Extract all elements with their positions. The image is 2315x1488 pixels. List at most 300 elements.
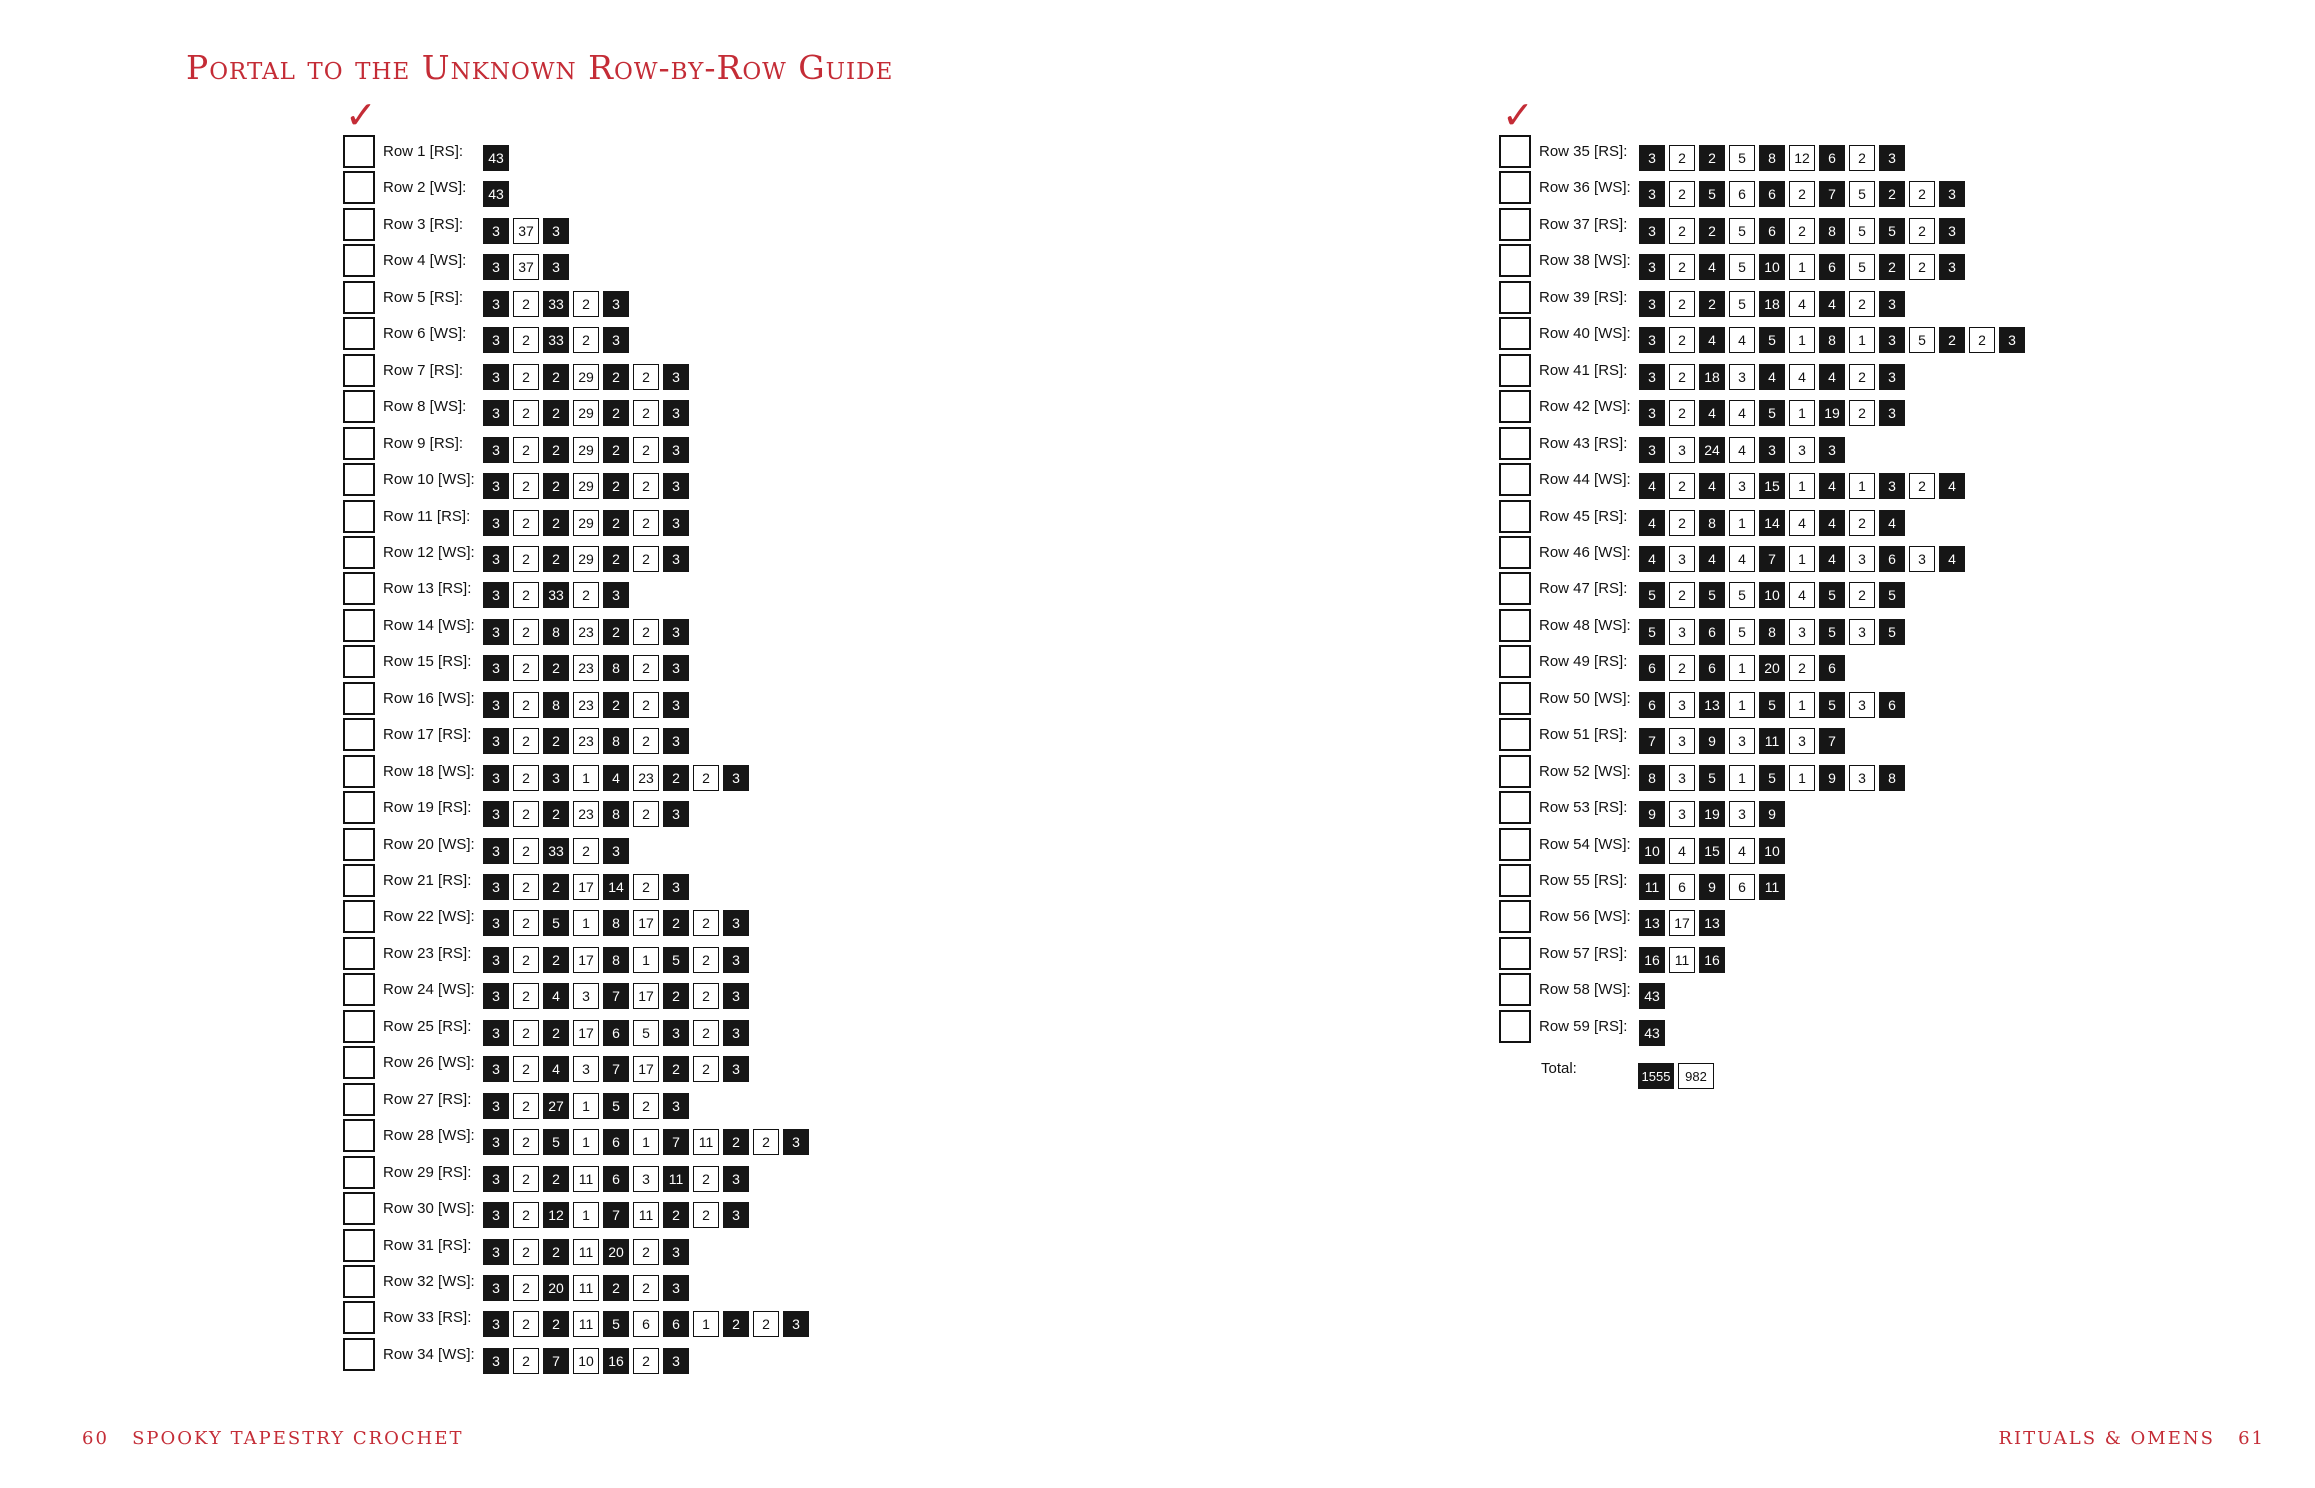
row-label: Row 15 [RS]: <box>383 653 472 670</box>
dark-stitch-count: 5 <box>1819 619 1845 645</box>
stitch-count-list <box>483 619 693 645</box>
light-stitch-count: 2 <box>513 1239 539 1265</box>
dark-stitch-count: 3 <box>483 1275 509 1301</box>
light-stitch-count: 2 <box>633 1275 659 1301</box>
dark-stitch-count: 3 <box>483 655 509 681</box>
light-stitch-count: 2 <box>1669 473 1695 499</box>
dark-stitch-count: 7 <box>1759 546 1785 572</box>
dark-stitch-count: 3 <box>663 801 689 827</box>
dark-stitch-count: 5 <box>543 910 569 936</box>
stitch-count-list <box>1639 181 1969 207</box>
dark-stitch-count: 3 <box>603 838 629 864</box>
row-checkbox[interactable] <box>343 900 375 933</box>
dark-stitch-count: 6 <box>1759 218 1785 244</box>
stitch-count-list <box>1639 1020 1669 1046</box>
light-stitch-count: 2 <box>513 546 539 572</box>
light-stitch-count: 4 <box>1729 838 1755 864</box>
dark-stitch-count: 3 <box>483 327 509 353</box>
dark-stitch-count: 13 <box>1639 910 1665 936</box>
row-checkbox[interactable] <box>343 1192 375 1225</box>
stitch-count-list <box>483 801 693 827</box>
row-checkbox[interactable] <box>343 536 375 569</box>
light-stitch-count: 29 <box>573 364 599 390</box>
light-stitch-count: 1 <box>1789 692 1815 718</box>
dark-stitch-count: 3 <box>663 728 689 754</box>
stitch-count-list <box>1639 619 1909 645</box>
dark-stitch-count: 3 <box>483 1129 509 1155</box>
light-stitch-count: 5 <box>1729 619 1755 645</box>
dark-stitch-count: 2 <box>603 510 629 536</box>
light-stitch-count: 2 <box>693 910 719 936</box>
stitch-count-list <box>483 1348 693 1374</box>
stitch-count-list <box>483 181 513 207</box>
dark-stitch-count: 2 <box>543 874 569 900</box>
stitch-count-list <box>483 874 693 900</box>
light-stitch-count: 2 <box>1849 364 1875 390</box>
dark-stitch-count: 19 <box>1699 801 1725 827</box>
dark-stitch-count: 2 <box>543 364 569 390</box>
row-label: Row 33 [RS]: <box>383 1309 472 1326</box>
dark-stitch-count: 6 <box>1699 619 1725 645</box>
light-stitch-count: 2 <box>1849 291 1875 317</box>
row-checkbox[interactable] <box>343 463 375 496</box>
row-checkbox[interactable] <box>343 1338 375 1371</box>
row-checkbox[interactable] <box>1499 682 1531 715</box>
light-stitch-count: 3 <box>1669 619 1695 645</box>
light-stitch-count: 2 <box>1849 145 1875 171</box>
footer-right <box>1998 1428 2265 1449</box>
dark-stitch-count: 3 <box>483 728 509 754</box>
stitch-count-list <box>483 1239 693 1265</box>
row-checkbox[interactable] <box>1499 791 1531 824</box>
row-checkbox[interactable] <box>343 208 375 241</box>
dark-stitch-count: 43 <box>1639 983 1665 1009</box>
row-label: Row 27 [RS]: <box>383 1091 472 1108</box>
row-checkbox[interactable] <box>1499 244 1531 277</box>
dark-stitch-count: 4 <box>603 765 629 791</box>
light-stitch-count: 2 <box>693 765 719 791</box>
dark-stitch-count: 3 <box>663 655 689 681</box>
row-checkbox[interactable] <box>343 390 375 423</box>
light-stitch-count: 2 <box>633 1239 659 1265</box>
dark-stitch-count: 20 <box>1759 655 1785 681</box>
light-stitch-count: 4 <box>1729 400 1755 426</box>
dark-stitch-count: 20 <box>603 1239 629 1265</box>
dark-stitch-count: 2 <box>543 400 569 426</box>
dark-stitch-count: 3 <box>723 765 749 791</box>
row-checkbox[interactable] <box>1499 1010 1531 1043</box>
light-stitch-count: 2 <box>513 1166 539 1192</box>
light-stitch-count: 2 <box>753 1129 779 1155</box>
row-checkbox[interactable] <box>343 354 375 387</box>
row-label: Row 26 [WS]: <box>383 1054 475 1071</box>
row-label: Row 42 [WS]: <box>1539 398 1631 415</box>
light-stitch-count: 2 <box>513 838 539 864</box>
stitch-count-list <box>483 655 693 681</box>
light-stitch-count: 4 <box>1789 510 1815 536</box>
dark-stitch-count: 3 <box>1879 291 1905 317</box>
dark-stitch-count: 27 <box>543 1093 569 1119</box>
dark-stitch-count: 7 <box>1819 728 1845 754</box>
dark-stitch-count: 2 <box>603 619 629 645</box>
light-stitch-count: 6 <box>1729 874 1755 900</box>
row-label: Row 49 [RS]: <box>1539 653 1628 670</box>
row-label: Row 56 [WS]: <box>1539 908 1631 925</box>
row-checkbox[interactable] <box>343 1301 375 1334</box>
light-stitch-count: 2 <box>693 983 719 1009</box>
light-stitch-count: 5 <box>1729 145 1755 171</box>
stitch-count-list <box>1639 765 1909 791</box>
dark-stitch-count: 2 <box>663 1056 689 1082</box>
stitch-count-list <box>1639 655 1849 681</box>
dark-stitch-count: 8 <box>603 801 629 827</box>
light-stitch-count: 1 <box>573 1093 599 1119</box>
dark-stitch-count: 15 <box>1759 473 1785 499</box>
light-stitch-count: 2 <box>1669 218 1695 244</box>
row-label: Row 17 [RS]: <box>383 726 472 743</box>
row-checkbox[interactable] <box>1499 536 1531 569</box>
stitch-count-list <box>483 1020 753 1046</box>
light-stitch-count: 2 <box>1849 400 1875 426</box>
row-checkbox[interactable] <box>343 244 375 277</box>
row-checkbox[interactable] <box>1499 171 1531 204</box>
light-stitch-count: 2 <box>1669 327 1695 353</box>
dark-stitch-count: 33 <box>543 291 569 317</box>
row-label: Row 51 [RS]: <box>1539 726 1628 743</box>
stitch-count-list <box>483 327 633 353</box>
dark-stitch-count: 3 <box>483 1093 509 1119</box>
stitch-count-list <box>1639 400 1909 426</box>
dark-stitch-count: 3 <box>663 1239 689 1265</box>
dark-stitch-count: 6 <box>1879 692 1905 718</box>
light-stitch-count: 23 <box>573 692 599 718</box>
dark-stitch-count: 5 <box>603 1093 629 1119</box>
row-checkbox[interactable] <box>1499 718 1531 751</box>
light-stitch-count: 2 <box>513 619 539 645</box>
dark-stitch-count: 6 <box>1699 655 1725 681</box>
dark-stitch-count: 2 <box>543 1020 569 1046</box>
light-stitch-count: 2 <box>513 983 539 1009</box>
row-checkbox[interactable] <box>1499 500 1531 533</box>
light-stitch-count: 1 <box>633 947 659 973</box>
light-stitch-count: 4 <box>1729 327 1755 353</box>
stitch-count-list <box>483 291 633 317</box>
dark-stitch-count: 10 <box>1759 254 1785 280</box>
dark-stitch-count: 2 <box>1699 291 1725 317</box>
light-stitch-count: 2 <box>513 728 539 754</box>
row-checkbox[interactable] <box>343 1046 375 1079</box>
light-stitch-count: 6 <box>633 1311 659 1337</box>
row-checkbox[interactable] <box>343 828 375 861</box>
dark-stitch-count: 4 <box>1639 473 1665 499</box>
dark-stitch-count: 3 <box>1639 291 1665 317</box>
light-stitch-count: 23 <box>573 619 599 645</box>
light-stitch-count: 1 <box>573 910 599 936</box>
dark-stitch-count: 2 <box>543 655 569 681</box>
row-checkbox[interactable] <box>1499 317 1531 350</box>
row-checkbox[interactable] <box>1499 135 1531 168</box>
dark-stitch-count: 3 <box>483 437 509 463</box>
stitch-count-list <box>483 400 693 426</box>
light-stitch-count: 2 <box>633 728 659 754</box>
dark-stitch-count: 2 <box>543 801 569 827</box>
dark-stitch-count: 3 <box>1639 400 1665 426</box>
right-checkmark-icon: ✓ <box>1502 93 1534 137</box>
light-stitch-count: 3 <box>1669 728 1695 754</box>
light-stitch-count: 6 <box>1729 181 1755 207</box>
row-checkbox[interactable] <box>343 1156 375 1189</box>
row-checkbox[interactable] <box>1499 281 1531 314</box>
dark-stitch-count: 33 <box>543 582 569 608</box>
row-checkbox[interactable] <box>1499 828 1531 861</box>
row-label: Row 55 [RS]: <box>1539 872 1628 889</box>
dark-stitch-count: 13 <box>1699 910 1725 936</box>
dark-stitch-count: 3 <box>783 1311 809 1337</box>
dark-stitch-count: 3 <box>483 838 509 864</box>
row-checkbox[interactable] <box>343 937 375 970</box>
dark-stitch-count: 8 <box>603 910 629 936</box>
light-stitch-count: 1 <box>633 1129 659 1155</box>
row-checkbox[interactable] <box>1499 208 1531 241</box>
row-checkbox[interactable] <box>343 1119 375 1152</box>
dark-stitch-count: 3 <box>663 364 689 390</box>
dark-stitch-count: 8 <box>603 728 629 754</box>
light-stitch-count: 1 <box>1729 692 1755 718</box>
stitch-count-list <box>1639 510 1909 536</box>
dark-stitch-count: 2 <box>1699 218 1725 244</box>
dark-stitch-count: 8 <box>603 947 629 973</box>
row-checkbox[interactable] <box>343 1083 375 1116</box>
light-stitch-count: 2 <box>513 437 539 463</box>
light-stitch-count: 11 <box>1669 947 1695 973</box>
dark-stitch-count: 8 <box>1879 765 1905 791</box>
dark-stitch-count: 6 <box>603 1166 629 1192</box>
light-stitch-count: 2 <box>573 582 599 608</box>
dark-stitch-count: 2 <box>1879 181 1905 207</box>
dark-stitch-count: 3 <box>483 291 509 317</box>
row-checkbox[interactable] <box>343 427 375 460</box>
row-checkbox[interactable] <box>1499 609 1531 642</box>
stitch-count-list <box>483 765 753 791</box>
light-stitch-count: 2 <box>1849 582 1875 608</box>
light-stitch-count: 2 <box>513 1348 539 1374</box>
dark-stitch-count: 2 <box>543 1311 569 1337</box>
light-stitch-count: 1 <box>573 765 599 791</box>
dark-stitch-count: 6 <box>1759 181 1785 207</box>
dark-stitch-count: 3 <box>663 874 689 900</box>
light-stitch-count: 2 <box>633 801 659 827</box>
dark-stitch-count: 14 <box>1759 510 1785 536</box>
light-stitch-count: 12 <box>1789 145 1815 171</box>
dark-stitch-count: 9 <box>1699 728 1725 754</box>
dark-stitch-count: 3 <box>483 1311 509 1337</box>
dark-stitch-count: 8 <box>1699 510 1725 536</box>
light-stitch-count: 4 <box>1669 838 1695 864</box>
row-checkbox[interactable] <box>343 1010 375 1043</box>
dark-stitch-count: 2 <box>663 910 689 936</box>
stitch-count-list <box>483 473 693 499</box>
dark-stitch-count: 3 <box>663 692 689 718</box>
dark-stitch-count: 3 <box>483 582 509 608</box>
row-checkbox[interactable] <box>343 718 375 751</box>
dark-stitch-count: 11 <box>1759 728 1785 754</box>
dark-stitch-count: 3 <box>483 765 509 791</box>
dark-stitch-count: 2 <box>723 1311 749 1337</box>
row-label: Row 10 [WS]: <box>383 471 475 488</box>
row-checkbox[interactable] <box>1499 572 1531 605</box>
row-label: Row 44 [WS]: <box>1539 471 1631 488</box>
stitch-count-list <box>483 1275 693 1301</box>
dark-stitch-count: 9 <box>1819 765 1845 791</box>
row-checkbox[interactable] <box>1499 390 1531 423</box>
row-checkbox[interactable] <box>343 864 375 897</box>
row-checkbox[interactable] <box>343 281 375 314</box>
row-checkbox[interactable] <box>1499 937 1531 970</box>
row-checkbox[interactable] <box>1499 645 1531 678</box>
light-stitch-count: 1 <box>1789 473 1815 499</box>
dark-stitch-count: 3 <box>1939 181 1965 207</box>
row-label: Row 40 [WS]: <box>1539 325 1631 342</box>
dark-stitch-count: 3 <box>483 874 509 900</box>
dark-stitch-count: 10 <box>1639 838 1665 864</box>
row-checkbox[interactable] <box>1499 755 1531 788</box>
dark-stitch-count: 3 <box>663 619 689 645</box>
row-checkbox[interactable] <box>343 1265 375 1298</box>
light-stitch-count: 17 <box>633 910 659 936</box>
dark-stitch-count: 3 <box>723 947 749 973</box>
row-checkbox[interactable] <box>343 973 375 1006</box>
light-stitch-count: 2 <box>753 1311 779 1337</box>
dark-stitch-count: 4 <box>1879 510 1905 536</box>
dark-stitch-count: 11 <box>1759 874 1785 900</box>
row-checkbox[interactable] <box>343 572 375 605</box>
light-stitch-count: 1 <box>1789 400 1815 426</box>
row-label: Row 50 [WS]: <box>1539 690 1631 707</box>
row-checkbox[interactable] <box>1499 463 1531 496</box>
light-stitch-count: 5 <box>1729 291 1755 317</box>
light-stitch-count: 3 <box>1729 364 1755 390</box>
page-title: Portal to the Unknown Row-by-Row Guide <box>186 48 894 87</box>
dark-stitch-count: 3 <box>1639 181 1665 207</box>
row-checkbox[interactable] <box>1499 900 1531 933</box>
row-checkbox[interactable] <box>343 609 375 642</box>
light-stitch-count: 1 <box>1789 546 1815 572</box>
light-stitch-count: 2 <box>1669 400 1695 426</box>
dark-stitch-count: 3 <box>1639 364 1665 390</box>
dark-stitch-count: 9 <box>1699 874 1725 900</box>
dark-stitch-count: 5 <box>663 947 689 973</box>
light-stitch-count: 5 <box>1909 327 1935 353</box>
stitch-count-list <box>1639 947 1729 973</box>
dark-stitch-count: 3 <box>663 437 689 463</box>
row-label: Row 34 [WS]: <box>383 1346 475 1363</box>
light-stitch-count: 11 <box>573 1311 599 1337</box>
light-stitch-count: 11 <box>573 1275 599 1301</box>
stitch-count-list <box>483 983 753 1009</box>
dark-stitch-count: 3 <box>1939 218 1965 244</box>
dark-stitch-count: 2 <box>543 947 569 973</box>
row-label: Row 1 [RS]: <box>383 143 464 160</box>
total-light-count: 982 <box>1678 1063 1714 1089</box>
light-stitch-count: 2 <box>633 619 659 645</box>
row-label: Row 24 [WS]: <box>383 981 475 998</box>
dark-stitch-count: 3 <box>483 947 509 973</box>
light-stitch-count: 3 <box>1849 765 1875 791</box>
light-stitch-count: 2 <box>693 1056 719 1082</box>
dark-stitch-count: 3 <box>483 1348 509 1374</box>
total-label: Total: <box>1541 1060 1577 1077</box>
row-checkbox[interactable] <box>343 791 375 824</box>
stitch-count-list <box>1639 473 1969 499</box>
dark-stitch-count: 3 <box>1879 145 1905 171</box>
row-checkbox[interactable] <box>343 1229 375 1262</box>
light-stitch-count: 1 <box>1849 473 1875 499</box>
stitch-count-list <box>1639 728 1849 754</box>
light-stitch-count: 2 <box>513 291 539 317</box>
dark-stitch-count: 14 <box>603 874 629 900</box>
dark-stitch-count: 16 <box>1639 947 1665 973</box>
light-stitch-count: 2 <box>633 473 659 499</box>
row-label: Row 14 [WS]: <box>383 617 475 634</box>
row-checkbox[interactable] <box>1499 864 1531 897</box>
row-label: Row 5 [RS]: <box>383 289 464 306</box>
light-stitch-count: 17 <box>1669 910 1695 936</box>
dark-stitch-count: 3 <box>1999 327 2025 353</box>
row-checkbox[interactable] <box>1499 973 1531 1006</box>
row-checkbox[interactable] <box>1499 427 1531 460</box>
row-checkbox[interactable] <box>343 755 375 788</box>
stitch-count-list <box>483 364 693 390</box>
row-checkbox[interactable] <box>343 171 375 204</box>
row-checkbox[interactable] <box>343 645 375 678</box>
stitch-count-list <box>1639 692 1909 718</box>
dark-stitch-count: 4 <box>1819 291 1845 317</box>
light-stitch-count: 2 <box>1789 218 1815 244</box>
right-chapter-title: RITUALS & OMENS <box>1998 1428 2215 1449</box>
dark-stitch-count: 4 <box>1699 546 1725 572</box>
light-stitch-count: 2 <box>1669 291 1695 317</box>
light-stitch-count: 11 <box>573 1166 599 1192</box>
row-checkbox[interactable] <box>343 135 375 168</box>
stitch-count-list <box>483 1056 753 1082</box>
dark-stitch-count: 6 <box>1819 254 1845 280</box>
stitch-count-list <box>1639 218 1969 244</box>
dark-stitch-count: 3 <box>1759 437 1785 463</box>
dark-stitch-count: 2 <box>723 1129 749 1155</box>
dark-stitch-count: 8 <box>1819 327 1845 353</box>
dark-stitch-count: 3 <box>1639 218 1665 244</box>
dark-stitch-count: 3 <box>483 218 509 244</box>
row-label: Row 54 [WS]: <box>1539 836 1631 853</box>
row-checkbox[interactable] <box>343 317 375 350</box>
dark-stitch-count: 2 <box>543 473 569 499</box>
dark-stitch-count: 3 <box>783 1129 809 1155</box>
dark-stitch-count: 8 <box>1759 619 1785 645</box>
light-stitch-count: 2 <box>633 400 659 426</box>
stitch-count-list <box>483 947 753 973</box>
dark-stitch-count: 2 <box>603 364 629 390</box>
dark-stitch-count: 4 <box>1819 510 1845 536</box>
dark-stitch-count: 2 <box>603 437 629 463</box>
dark-stitch-count: 3 <box>483 1166 509 1192</box>
row-checkbox[interactable] <box>1499 354 1531 387</box>
stitch-count-list <box>483 218 573 244</box>
light-stitch-count: 23 <box>573 728 599 754</box>
dark-stitch-count: 2 <box>663 1202 689 1228</box>
light-stitch-count: 1 <box>693 1311 719 1337</box>
row-checkbox[interactable] <box>343 500 375 533</box>
row-checkbox[interactable] <box>343 682 375 715</box>
